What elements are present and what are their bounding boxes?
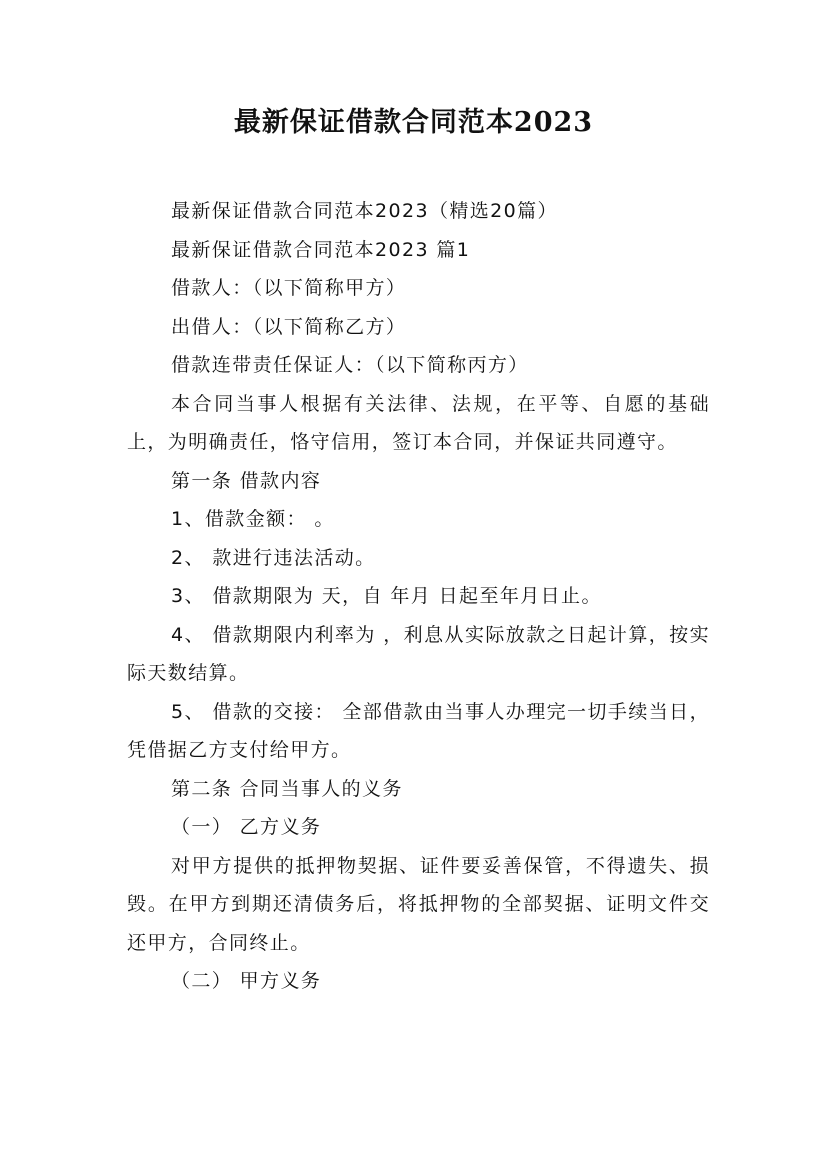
paragraph-article-2-heading: 第二条 合同当事人的义务 (171, 777, 403, 800)
paragraph-guarantor: 借款连带责任保证人：（以下简称丙方） (171, 354, 529, 376)
paragraph-clause-3: 3、 借款期限为 天，自 年月 日起至年月日止。 (171, 585, 602, 607)
paragraph-clause-4: 4、 借款期限内利率为 ，利息从实际放款之日起计算，按实际天数结算。 (127, 623, 710, 684)
paragraph-clause-1: 1、借款金额： 。 (171, 508, 335, 530)
paragraph-lender-duties-heading: （一） 乙方义务 (171, 816, 322, 838)
paragraph-section-heading: 最新保证借款合同范本2023 篇1 (171, 238, 471, 261)
paragraph-clause-2: 2、 款进行违法活动。 (171, 546, 376, 569)
paragraph-preamble: 本合同当事人根据有关法律、法规，在平等、自愿的基础上，为明确责任，恪守信用，签订本合同，并保证共同遵守。 (127, 392, 710, 453)
document-body (127, 192, 710, 1001)
paragraph-borrower-duties-heading: （二） 甲方义务 (171, 970, 322, 992)
paragraph-lender: 出借人：（以下简称乙方） (171, 315, 407, 338)
paragraph-article-1-heading: 第一条 借款内容 (171, 469, 322, 492)
paragraph-borrower: 借款人：（以下简称甲方） (171, 277, 407, 299)
paragraph-clause-5: 5、 借款的交接： 全部借款由当事人办理完一切手续当日，凭借据乙方支付给甲方。 (127, 700, 710, 761)
paragraph-subtitle: 最新保证借款合同范本2023（精选20篇） (171, 200, 558, 222)
paragraph-lender-duties: 对甲方提供的抵押物契据、证件要妥善保管，不得遗失、损毁。在甲方到期还清债务后，将抵押物的全部契据、证明文件交还甲方，合同终止。 (127, 854, 710, 954)
document-title: 最新保证借款合同范本2023 (233, 107, 594, 138)
